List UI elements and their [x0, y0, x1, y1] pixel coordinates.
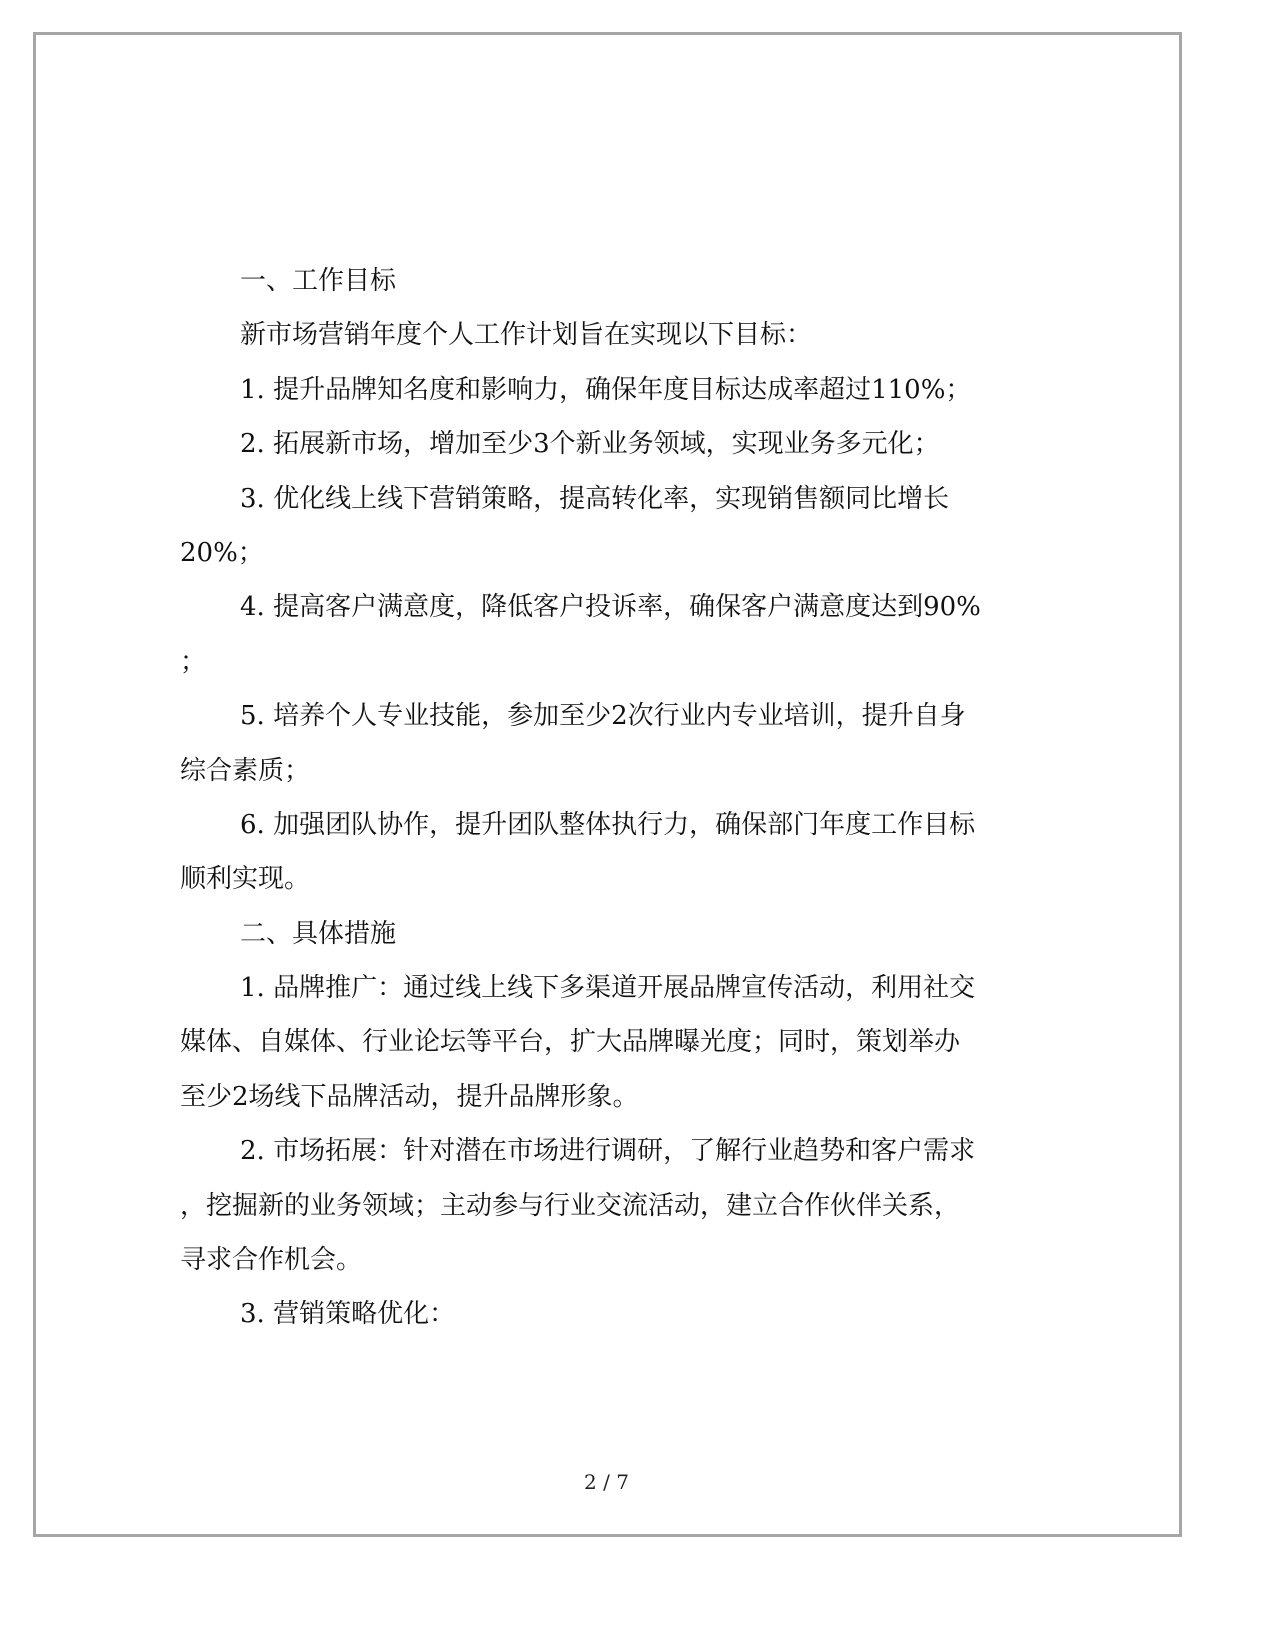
section-heading-measures: 二、具体措施: [240, 918, 397, 949]
goal-item-4: 4. 提高客户满意度，降低客户投诉率，确保客户满意度达到90%: [240, 592, 981, 623]
goal-item-3-continued: 20%；: [180, 537, 264, 568]
goal-item-1: 1. 提升品牌知名度和影响力，确保年度目标达成率超过110%；: [240, 374, 972, 405]
measure-item-1-continued: 媒体、自媒体、行业论坛等平台，扩大品牌曝光度；同时，策划举办: [180, 1027, 961, 1058]
goal-item-5-continued: 综合素质；: [180, 755, 311, 786]
measure-item-3: 3. 营销策略优化：: [240, 1299, 456, 1330]
goal-item-4-continued: ；: [180, 646, 207, 677]
goal-item-6-continued: 顺利实现。: [180, 864, 311, 895]
document-body: [180, 254, 1032, 1342]
measure-item-1: 1. 品牌推广：通过线上线下多渠道开展品牌宣传活动，利用社交: [240, 973, 976, 1004]
page-number: 2 / 7: [584, 1470, 629, 1494]
measure-item-2: 2. 市场拓展：针对潜在市场进行调研，了解行业趋势和客户需求: [240, 1136, 976, 1167]
measure-item-2-continued: 寻求合作机会。: [180, 1245, 363, 1276]
measure-item-1-continued: 至少2场线下品牌活动，提升品牌形象。: [180, 1081, 639, 1112]
goal-item-2: 2. 拓展新市场，增加至少3个新业务领域，实现业务多元化；: [240, 429, 940, 460]
measure-item-2-continued: ，挖掘新的业务领域；主动参与行业交流活动，建立合作伙伴关系，: [180, 1190, 961, 1221]
goal-item-3: 3. 优化线上线下营销策略，提高转化率，实现销售额同比增长: [240, 483, 950, 514]
paragraph-line: 新市场营销年度个人工作计划旨在实现以下目标：: [240, 320, 813, 351]
goal-item-5: 5. 培养个人专业技能，参加至少2次行业内专业培训，提升自身: [240, 701, 966, 732]
goal-item-6: 6. 加强团队协作，提升团队整体执行力，确保部门年度工作目标: [240, 809, 976, 840]
section-heading-goals: 一、工作目标: [240, 266, 397, 296]
